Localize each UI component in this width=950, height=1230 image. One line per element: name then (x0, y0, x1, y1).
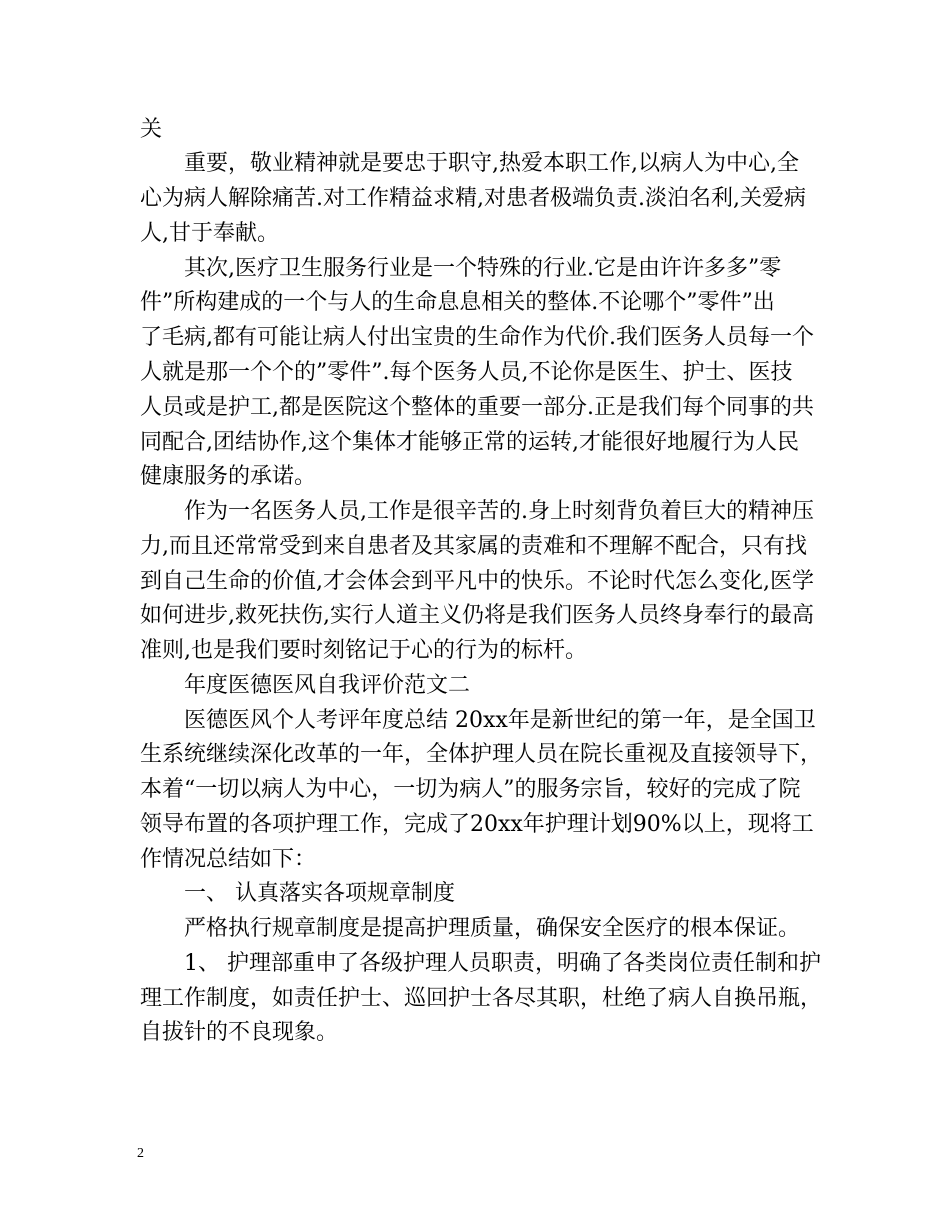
text-line: 理工作制度，如责任护士、巡回护士各尽其职，杜绝了病人自换吊瓶， (140, 986, 823, 1011)
text-line: 健康服务的承诺。 (140, 464, 317, 489)
paragraph-first-line: 严格执行规章制度是提高护理质量，确保安全医疗的根本保证。 (184, 916, 801, 941)
text-line: 人员或是护工,都是医院这个整体的重要一部分.正是我们每个同事的共 (140, 395, 814, 420)
section-heading: 年度医德医风自我评价范文二 (184, 673, 471, 698)
text-line: 人就是那一个个的”零件”.每个医务人员,不论你是医生、护士、医技 (140, 360, 793, 385)
paragraph-first-line: 其次,医疗卫生服务行业是一个特殊的行业.它是由许许多多”零 (184, 256, 782, 281)
text-line: 作情况总结如下： (140, 847, 317, 872)
text-line: 生系统继续深化改革的一年，全体护理人员在院长重视及直接领导下， (140, 742, 823, 767)
paragraph-first-line: 医德医风个人考评年度总结 20xx年是新世纪的第一年，是全国卫 (184, 708, 816, 733)
page-number: 2 (137, 1146, 144, 1161)
text-line: 自拔针的不良现象。 (140, 1020, 339, 1045)
paragraph-first-line: 重要，敬业精神就是要忠于职守,热爱本职工作,以病人为中心,全 (184, 151, 799, 176)
text-line: 如何进步,救死扶伤,实行人道主义仍将是我们医务人员终身奉行的最高 (140, 603, 814, 628)
numbered-item: 1、 护理部重申了各级护理人员职责，明确了各类岗位责任制和护 (184, 951, 821, 976)
text-line: 本着“一切以病人为中心，一切为病人”的服务宗旨，较好的完成了院 (140, 777, 801, 802)
text-line: 准则,也是我们要时刻铭记于心的行为的标杆。 (140, 638, 587, 663)
text-line: 人,甘于奉献。 (140, 221, 279, 246)
text-line: 力,而且还常常受到来自患者及其家属的责难和不理解不配合，只有找 (140, 534, 807, 559)
paragraph-first-line: 作为一名医务人员,工作是很辛苦的.身上时刻背负着巨大的精神压 (184, 499, 814, 524)
text-line: 了毛病,都有可能让病人付出宝贵的生命作为代价.我们医务人员每一个 (140, 325, 814, 350)
text-line: 到自己生命的价值,才会体会到平凡中的快乐。不论时代怎么变化,医学 (140, 569, 814, 594)
text-line: 件”所构建成的一个与人的生命息息相关的整体.不论哪个”零件”出 (140, 290, 775, 315)
text-line: 同配合,团结协作,这个集体才能够正常的运转,才能很好地履行为人民 (140, 430, 799, 455)
numbered-heading: 一、 认真落实各项规章制度 (184, 881, 455, 906)
text-line: 心为病人解除痛苦.对工作精益求精,对患者极端负责.淡泊名利,关爱病 (140, 186, 806, 211)
text-line: 关 (140, 117, 163, 142)
text-line: 领导布置的各项护理工作，完成了20xx年护理计划90%以上，现将工 (140, 812, 814, 837)
